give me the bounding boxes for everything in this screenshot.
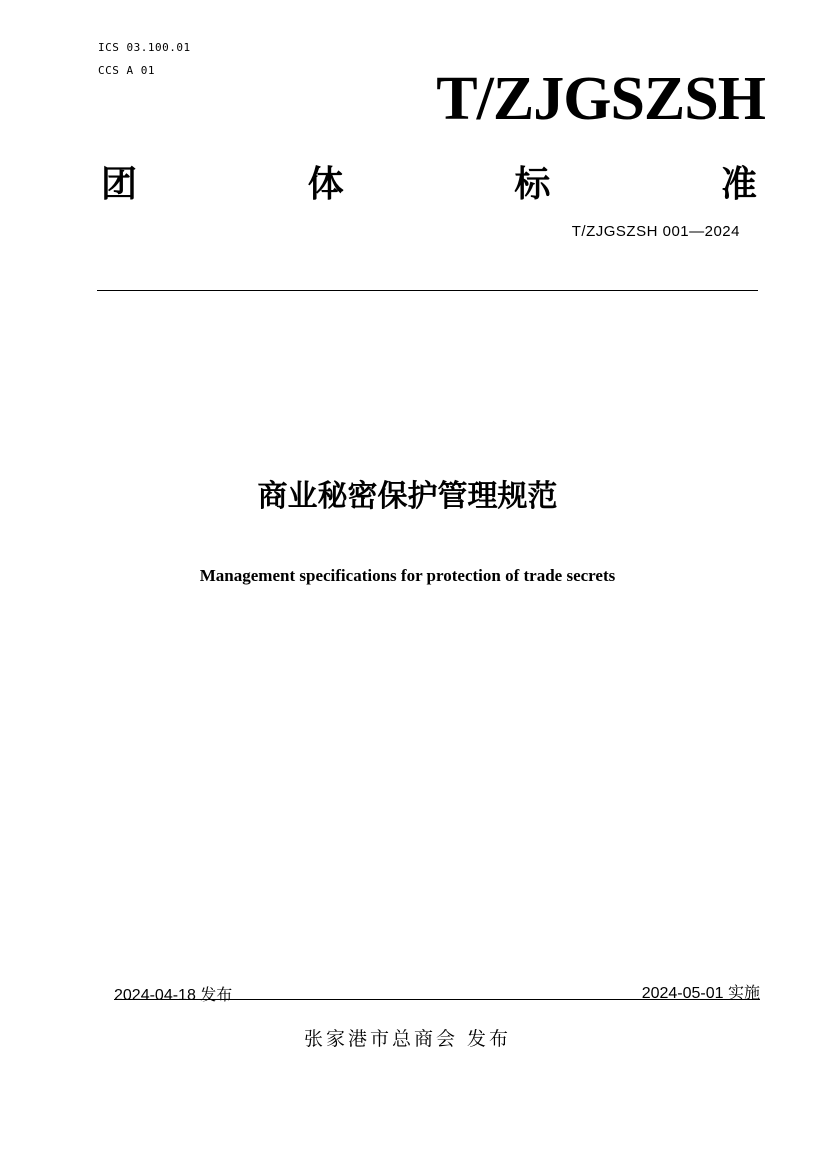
standard-type-char: 标 xyxy=(514,163,551,205)
standard-code-heading: T/ZJGSZSH xyxy=(436,65,765,133)
standard-type-heading xyxy=(101,156,757,206)
document-number: T/ZJGSZSH 001—2024 xyxy=(571,223,740,240)
standard-type-char: 准 xyxy=(720,163,757,205)
standard-type-char: 团 xyxy=(101,163,138,205)
ics-code: ICS 03.100.01 xyxy=(98,41,191,54)
publisher: 张家港市总商会 发布 xyxy=(303,1028,512,1050)
document-title-chinese: 商业秘密保护管理规范 xyxy=(257,479,558,514)
document-title-english: Management specifications for protection of trade secrets xyxy=(199,566,616,585)
standard-type-char: 体 xyxy=(307,163,344,205)
issue-date: 2024-04-18 发布 xyxy=(114,987,233,1004)
header-divider xyxy=(97,290,758,291)
footer-divider xyxy=(114,999,760,1000)
ccs-code: CCS A 01 xyxy=(98,64,155,77)
effective-date: 2024-05-01 实施 xyxy=(641,985,760,1002)
